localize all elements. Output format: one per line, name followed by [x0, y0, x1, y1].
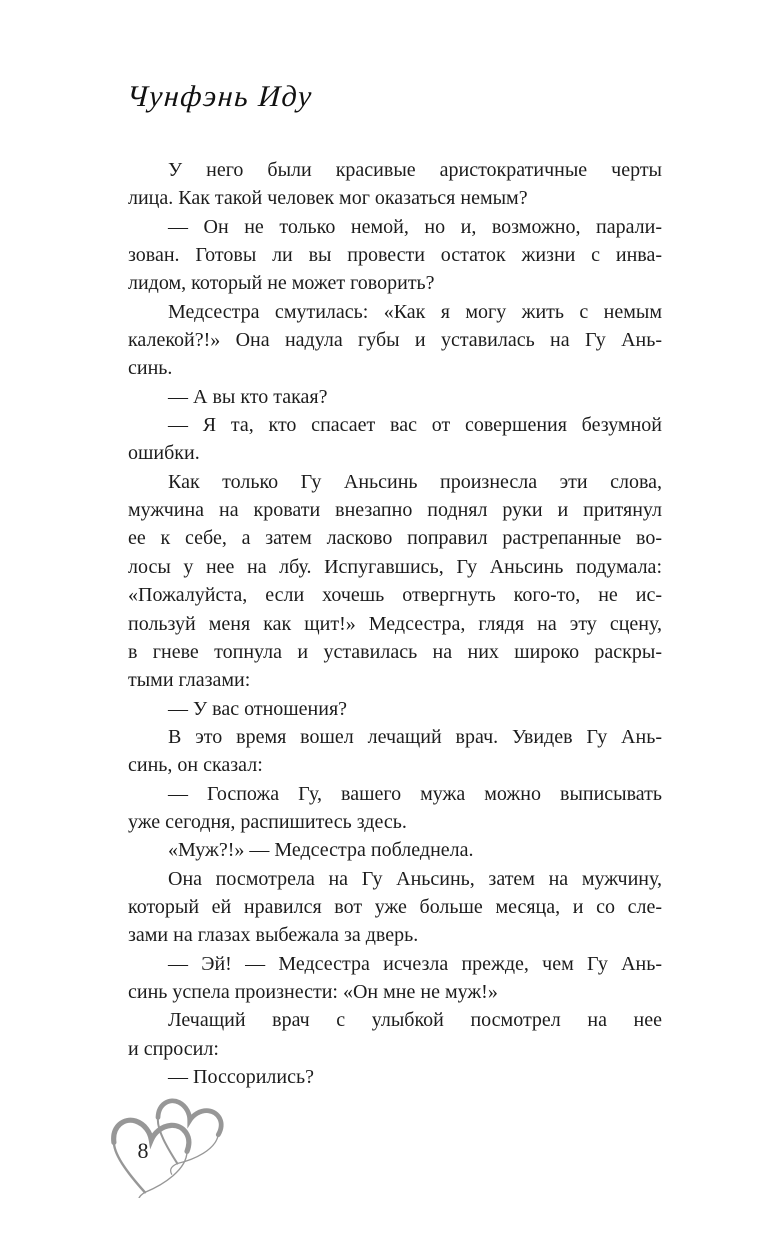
text-line: «Муж?!» — Медсестра побледнела.	[168, 839, 474, 862]
paragraph	[128, 780, 662, 837]
text-line: — А вы кто такая?	[168, 385, 328, 408]
paragraph	[128, 865, 662, 950]
text-line: лидом, который не может говорить?	[128, 272, 435, 295]
text-line: Лечащий врач с улыбкой посмотрел на нее	[168, 1009, 662, 1032]
text-line: и спросил:	[128, 1037, 219, 1060]
text-line: — Госпожа Гу, вашего мужа можно выписывать	[168, 782, 662, 805]
text-line: ее к себе, а затем ласково поправил растрепанные во-	[128, 527, 662, 550]
text-line: Медсестра смутилась: «Как я могу жить с немым	[168, 300, 662, 323]
paragraph	[128, 836, 662, 864]
text-line: мужчина на кровати внезапно поднял руки и притянул	[128, 499, 662, 522]
text-line: который ей нравился вот уже больше месяца, и со сле-	[128, 895, 662, 918]
text-line: синь, он сказал:	[128, 754, 263, 777]
text-line: — У вас отношения?	[168, 697, 348, 720]
paragraph	[128, 950, 662, 1007]
paragraph	[128, 213, 662, 298]
paragraph	[128, 383, 662, 411]
text-line: лосы у нее на лбу. Испугавшись, Гу Аньсинь подумала:	[128, 555, 662, 578]
text-line: синь.	[128, 357, 173, 380]
paragraph	[128, 468, 662, 695]
text-line: ошибки.	[128, 442, 200, 465]
text-line: синь успела произнести: «Он мне не муж!»	[128, 980, 498, 1003]
paragraph	[128, 298, 662, 383]
paragraph	[128, 723, 662, 780]
text-line: зован. Готовы ли вы провести остаток жизни с инва-	[128, 244, 662, 267]
text-line: в гневе топнула и уставилась на них широко раскры-	[128, 640, 662, 663]
text-line: В это время вошел лечащий врач. Увидев Гу Ань-	[168, 725, 662, 748]
page-number: 8	[137, 1138, 149, 1163]
text-line: тыми глазами:	[128, 669, 251, 692]
paragraph	[128, 695, 662, 723]
text-line: пользуй меня как щит!» Медсестра, глядя на эту сцену,	[128, 612, 662, 635]
text-line: зами на глазах выбежала за дверь.	[128, 924, 419, 947]
text-line: Как только Гу Аньсинь произнесла эти слова,	[168, 470, 662, 493]
text-line: — Поссорились?	[168, 1066, 314, 1088]
text-line: уже сегодня, распишитесь здесь.	[128, 810, 407, 833]
running-head-title: Чунфэнь Иду	[125, 80, 314, 113]
text-line: — Эй! — Медсестра исчезла прежде, чем Гу Ань-	[168, 952, 662, 975]
text-line: Она посмотрела на Гу Аньсинь, затем на мужчину,	[168, 867, 662, 890]
text-line: калекой?!» Она надула губы и уставилась на Гу Ань-	[128, 329, 662, 352]
paragraph	[128, 1006, 662, 1063]
paragraph	[128, 156, 662, 213]
text-line: «Пожалуйста, если хочешь отвергнуть кого-то, не ис-	[128, 584, 662, 607]
text-line: лица. Как такой человек мог оказаться немым?	[128, 187, 528, 210]
text-line: У него были красивые аристократичные черты	[168, 159, 662, 181]
paragraph	[128, 411, 662, 468]
text-line: — Я та, кто спасает вас от совершения безумной	[168, 414, 662, 437]
text-line: — Он не только немой, но и, возможно, парали-	[168, 215, 662, 238]
hearts-icon	[101, 1090, 239, 1198]
paragraph	[128, 1063, 662, 1091]
text-block	[128, 156, 662, 1091]
